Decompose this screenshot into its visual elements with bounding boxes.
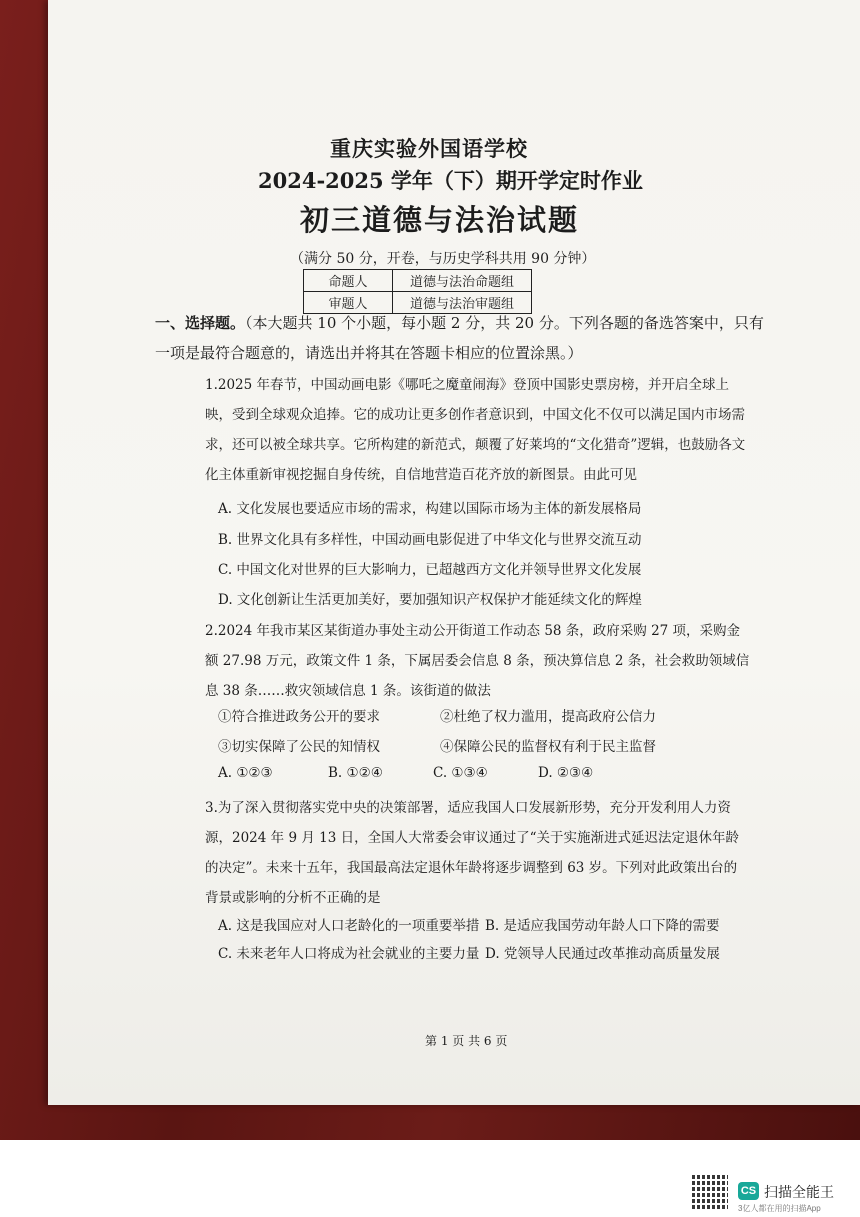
staff-team: 道德与法治命题组: [393, 270, 532, 292]
option-a: A. 文化发展也要适应市场的需求，构建以国际市场为主体的新发展格局: [218, 501, 642, 517]
staff-role: 命题人: [304, 270, 393, 292]
option-c: C. 中国文化对世界的巨大影响力，已超越西方文化并领导世界文化发展: [218, 562, 642, 578]
question-stem: 2.2024 年我市某区某街道办事处主动公开街道工作动态 58 条，政府采购 27 项，采购金额 27.98 万元，政策文件 1 条，下属居委会信息 8 条，预决算信息 2 条，社会救助领域信息 38 条……救灾领域信息 1 条。该街道的做法: [205, 623, 750, 699]
option-a: A. 这是我国应对人口老龄化的一项重要举措: [218, 918, 480, 934]
statement-4: ④保障公民的监督权有利于民主监督: [440, 739, 656, 755]
section-instructions: （本大题共 10 个小题，每小题 2 分，共 20 分。下列各题的备选答案中，只有一项是最符合题意的，请选出并将其在答题卡相应的位置涂黑。）: [155, 314, 764, 362]
option-d: D. 党领导人民通过改革推动高质量发展: [485, 946, 720, 962]
option-c: C. ①③④: [433, 765, 488, 781]
question-stem: 1.2025 年春节，中国动画电影《哪吒之魔童闹海》登顶中国影史票房榜，并开启全球上映，受到全球观众追捧。它的成功让更多创作者意识到，中国文化不仅可以满足国内市场需求，还可以被全球共享。它所构建的新范式，颠覆了好莱坞的“文化猎奇”逻辑，也鼓励各文化主体重新审视挖掘自身传统，自信地营造百花齐放的新图景。由此可见: [205, 377, 746, 483]
option-d: D. ②③④: [538, 765, 594, 781]
school-name: 重庆实验外国语学校: [330, 136, 528, 161]
option-b: B. 是适应我国劳动年龄人口下降的需要: [485, 918, 720, 934]
staff-row: [304, 270, 532, 292]
option-c: C. 未来老年人口将成为社会就业的主要力量: [218, 946, 480, 962]
statement-3: ③切实保障了公民的知情权: [218, 739, 380, 755]
exam-info: （满分 50 分，开卷，与历史学科共用 90 分钟）: [290, 251, 596, 267]
qr-code-icon: [692, 1173, 728, 1209]
statement-1: ①符合推进政务公开的要求: [218, 709, 380, 725]
camscanner-logo: CS: [738, 1182, 759, 1200]
page-number: 第 1 页 共 6 页: [425, 1034, 508, 1048]
question-stem: 3.为了深入贯彻落实党中央的决策部署，适应我国人口发展新形势，充分开发利用人力资源，2024 年 9 月 13 日，全国人大常委会审议通过了“关于实施渐进式延迟法定退休年龄的决定”。未来十五年，我国最高法定退休年龄将逐步调整到 63 岁。下列对此政策出台的背景或影响的分析不正确的是: [205, 800, 739, 906]
scanner-app-name: 扫描全能王: [764, 1184, 834, 1200]
staff-team: 道德与法治审题组: [393, 292, 532, 314]
section-title: 一、选择题。: [155, 314, 246, 332]
subject-title: 初三道德与法治试题: [300, 203, 580, 237]
statement-2: ②杜绝了权力滥用，提高政府公信力: [440, 709, 656, 725]
section-heading: [155, 308, 765, 368]
option-d: D. 文化创新让生活更加美好，要加强知识产权保护才能延续文化的辉煌: [218, 592, 642, 608]
scanner-tagline: 3亿人都在用的扫描App: [738, 1204, 821, 1213]
option-b: B. 世界文化具有多样性，中国动画电影促进了中华文化与世界交流互动: [218, 532, 642, 548]
term-title: 2024-2025 学年（下）期开学定时作业: [258, 168, 643, 193]
scanner-watermark-bar: [0, 1140, 860, 1217]
option-a: A. ①②③: [218, 765, 273, 781]
option-b: B. ①②④: [328, 765, 383, 781]
staff-role: 审题人: [304, 292, 393, 314]
